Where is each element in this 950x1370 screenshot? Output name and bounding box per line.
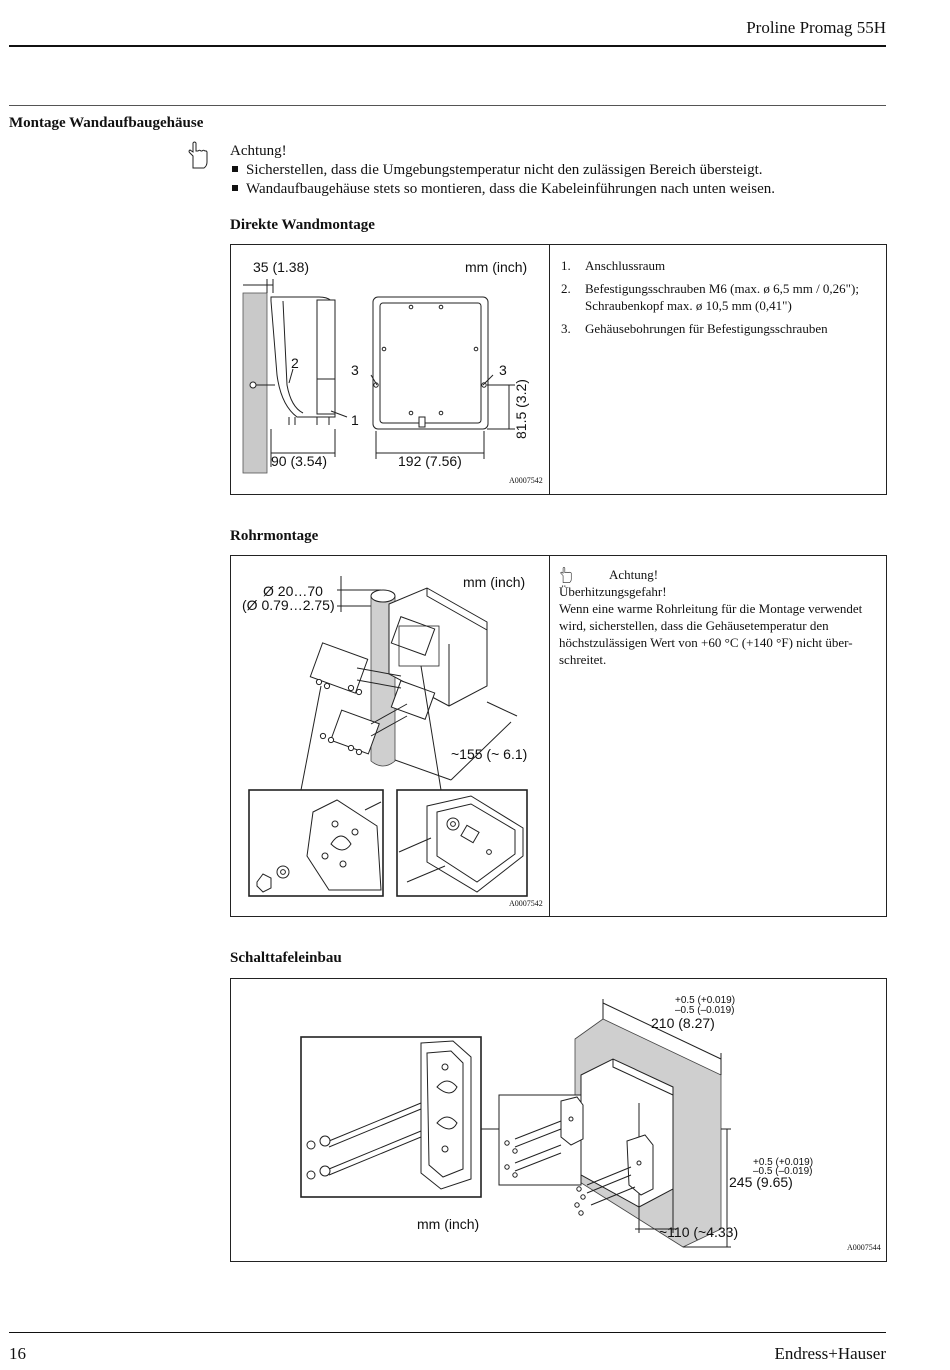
legend-text: Befestigungsschrauben M6 (max. ø 6,5 mm / 0,26"); Schraubenkopf max. ø 10,5 mm (0,41")	[585, 281, 859, 313]
tol1-minus: –0.5 (–0.019)	[675, 1005, 735, 1016]
dim-192: 192 (7.56)	[398, 453, 462, 469]
caution-hand-icon	[186, 140, 210, 170]
legend-num: 3.	[561, 321, 571, 336]
bullet-text: Wandaufbaugehäuse stets so montieren, dass die Kabeleinführungen nach unten weisen.	[246, 181, 776, 197]
bullet-square	[232, 185, 238, 191]
panel-figure-code: A0007544	[847, 1243, 881, 1252]
header-rule	[9, 45, 886, 47]
dim-155: ~155 (~ 6.1)	[451, 746, 528, 762]
panel-mount-drawing	[231, 979, 888, 1263]
caution-label: Achtung!	[230, 143, 287, 159]
panel-unit-label: mm (inch)	[417, 1216, 480, 1232]
tol1-plus: +0.5 (+0.019)	[675, 995, 736, 1006]
legend-text: Anschlussraum	[585, 258, 666, 273]
callout-1: 1	[351, 412, 359, 428]
tol2-plus: +0.5 (+0.019)	[753, 1157, 814, 1168]
pipe-mount-title: Rohrmontage	[230, 528, 319, 544]
pipe-mount-figure-box	[230, 555, 887, 917]
wall-mount-divider	[549, 245, 550, 494]
legend-num: 1.	[561, 258, 571, 273]
callout-3-right: 3	[499, 362, 507, 378]
legend-num: 2.	[561, 281, 571, 296]
section-rule	[9, 105, 886, 106]
tol2-minus: –0.5 (–0.019)	[753, 1166, 813, 1177]
pipe-caution-label: Achtung!	[609, 567, 659, 582]
pipe-caution-heading: Überhitzungsgefahr!	[559, 584, 667, 599]
dim-210: 210 (8.27)	[651, 1015, 715, 1031]
pipe-figure-code: A0007542	[509, 899, 543, 908]
caution-hand-icon	[559, 566, 573, 584]
callout-2: 2	[291, 355, 299, 371]
page-number: 16	[9, 1344, 26, 1363]
header-product-title: Proline Promag 55H	[746, 18, 886, 37]
dim-110: ~110 (~4.33)	[659, 1224, 739, 1240]
dim-245: 245 (9.65)	[729, 1174, 793, 1190]
dim-diameter-inch: (Ø 0.79…2.75)	[242, 597, 335, 613]
legend-text: Gehäusebohrungen für Befestigungsschrauben	[585, 321, 828, 336]
dim-81-5: 81.5 (3.2)	[513, 379, 529, 439]
panel-mount-title: Schalttafeleinbau	[230, 950, 342, 966]
pipe-caution-text: Wenn eine warme Rohrleitung für die Montage verwendet wird, sicherstellen, dass die Gehäusetemperatur den höchstzulässigen Wert von +60 °C (+140 °F) nicht über-schreitet.	[559, 601, 863, 667]
bullet-square	[232, 166, 238, 172]
caution-bullet-1	[232, 161, 872, 180]
dim-diameter-mm: Ø 20…70	[263, 583, 323, 599]
caution-bullet-2	[232, 180, 872, 199]
legend-item	[561, 280, 881, 314]
wall-mount-figure-box	[230, 244, 887, 495]
dim-35: 35 (1.38)	[253, 259, 310, 275]
pipe-unit-label: mm (inch)	[463, 574, 526, 590]
wall-unit-label: mm (inch)	[465, 259, 528, 275]
dim-90: 90 (3.54)	[271, 453, 328, 469]
section-title: Montage Wandaufbaugehäuse	[9, 115, 204, 131]
panel-mount-figure-box	[230, 978, 887, 1262]
legend-item	[561, 320, 881, 337]
wall-mount-title: Direkte Wandmontage	[230, 217, 375, 233]
callout-3-left: 3	[351, 362, 359, 378]
footer-rule	[9, 1332, 886, 1333]
footer-brand: Endress+Hauser	[774, 1344, 886, 1363]
wall-figure-code: A0007542	[509, 476, 543, 485]
pipe-mount-divider	[549, 556, 550, 916]
bullet-text: Sicherstellen, dass die Umgebungstemperatur nicht den zulässigen Bereich übersteigt.	[246, 162, 763, 178]
legend-item	[561, 257, 881, 274]
wall-legend	[561, 257, 881, 343]
